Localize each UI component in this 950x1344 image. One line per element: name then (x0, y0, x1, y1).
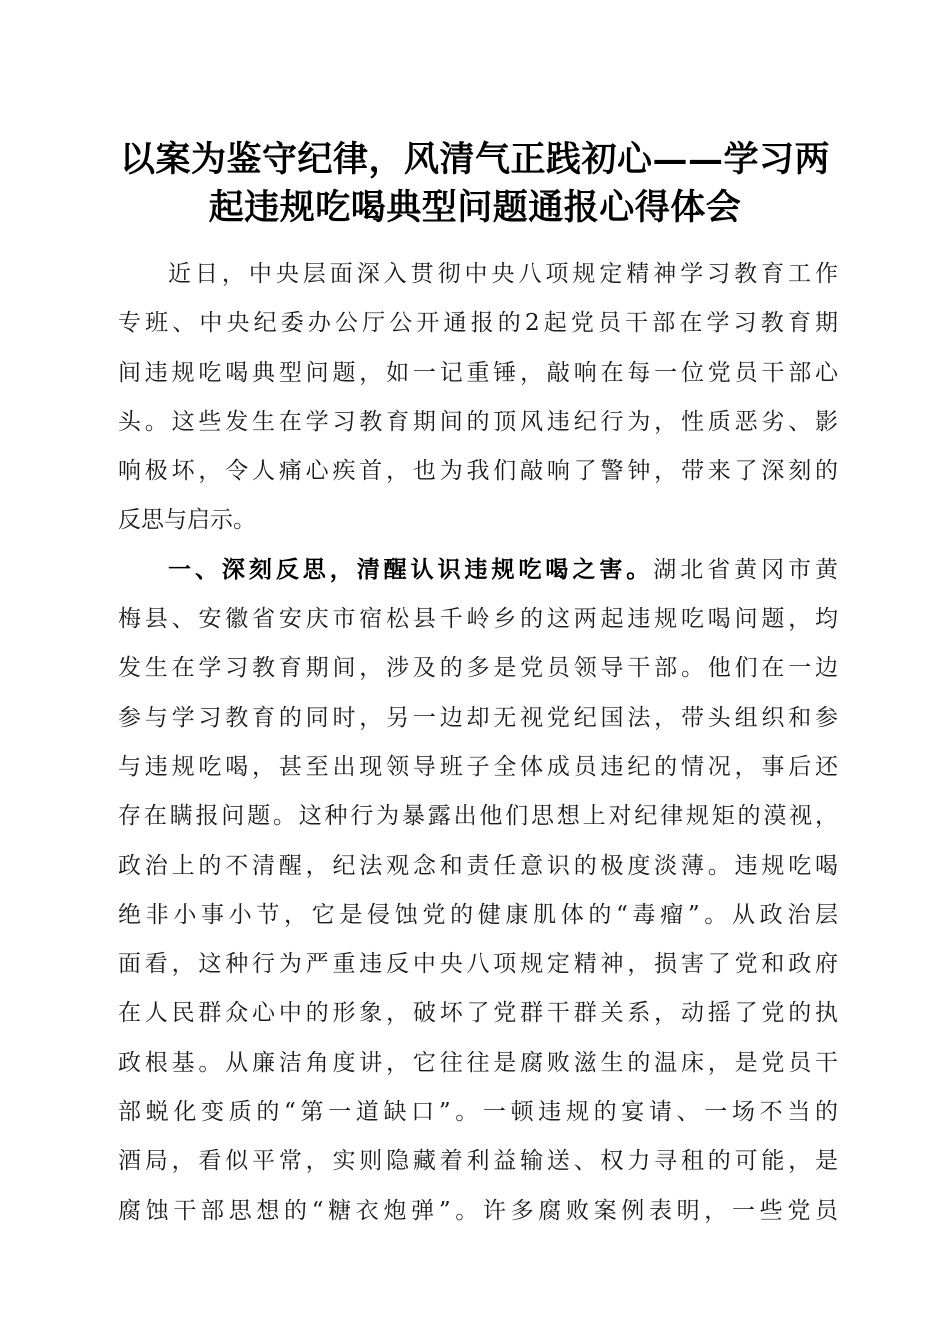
paragraph-2-line-3: 发生在学习教育期间，涉及的多是党员领导干部。他们在一边 (118, 655, 838, 682)
paragraph-2-line-1 (118, 546, 838, 595)
paragraph-2-line-10: 在人民群众心中的形象，破坏了党群干群关系，动摇了党的执 (118, 1000, 838, 1027)
paragraph-2-line-11: 政根基。从廉洁角度讲，它往往是腐败滋生的温床，是党员干 (118, 1049, 838, 1076)
document-title (60, 136, 890, 232)
document-body (118, 250, 838, 1236)
paragraph-2-line-4: 参与学习教育的同时，另一边却无视党纪国法，带头组织和参 (118, 704, 838, 731)
section-heading: 一、深刻反思，清醒认识违规吃喝之害。 (168, 556, 654, 583)
paragraph-1-line-6: 反思与启示。 (118, 507, 256, 534)
paragraph-2-line-14: 腐蚀干部思想的“糖衣炮弹”。许多腐败案例表明，一些党员 (118, 1197, 838, 1224)
paragraph-2-line-12: 部蜕化变质的“第一道缺口”。一顿违规的宴请、一场不当的 (118, 1099, 838, 1126)
title-line-2: 起违规吃喝典型问题通报心得体会 (208, 187, 742, 228)
paragraph-2-line-1-text: 湖北省黄冈市黄 (653, 556, 839, 583)
paragraph-1-line-5: 响极坏，令人痛心疾首，也为我们敲响了警钟，带来了深刻的 (118, 458, 838, 485)
paragraph-2-line-7: 政治上的不清醒，纪法观念和责任意识的极度淡薄。违规吃喝 (118, 852, 838, 879)
paragraph-2-line-6: 存在瞒报问题。这种行为暴露出他们思想上对纪律规矩的漠视， (118, 803, 838, 830)
paragraph-2-line-8: 绝非小事小节，它是侵蚀党的健康肌体的“毒瘤”。从政治层 (118, 901, 838, 928)
title-line-1: 以案为鉴守纪律，风清气正践初心——学习两 (119, 139, 830, 180)
paragraph-1-line-2: 专班、中央纪委办公厅公开通报的2起党员干部在学习教育期 (118, 310, 838, 337)
paragraph-2-line-5: 与违规吃喝，甚至出现领导班子全体成员违纪的情况，事后还 (118, 753, 838, 780)
paragraph-1-line-4: 头。这些发生在学习教育期间的顶风违纪行为，性质恶劣、影 (118, 408, 838, 435)
paragraph-2-line-2: 梅县、安徽省安庆市宿松县千岭乡的这两起违规吃喝问题，均 (118, 606, 838, 633)
paragraph-1-line-1: 近日，中央层面深入贯彻中央八项规定精神学习教育工作 (168, 261, 838, 287)
paragraph-1-line-3: 间违规吃喝典型问题，如一记重锤，敲响在每一位党员干部心 (118, 359, 838, 386)
paragraph-2-line-13: 酒局，看似平常，实则隐藏着利益输送、权力寻租的可能，是 (118, 1148, 838, 1175)
paragraph-2-line-9: 面看，这种行为严重违反中央八项规定精神，损害了党和政府 (118, 951, 838, 978)
